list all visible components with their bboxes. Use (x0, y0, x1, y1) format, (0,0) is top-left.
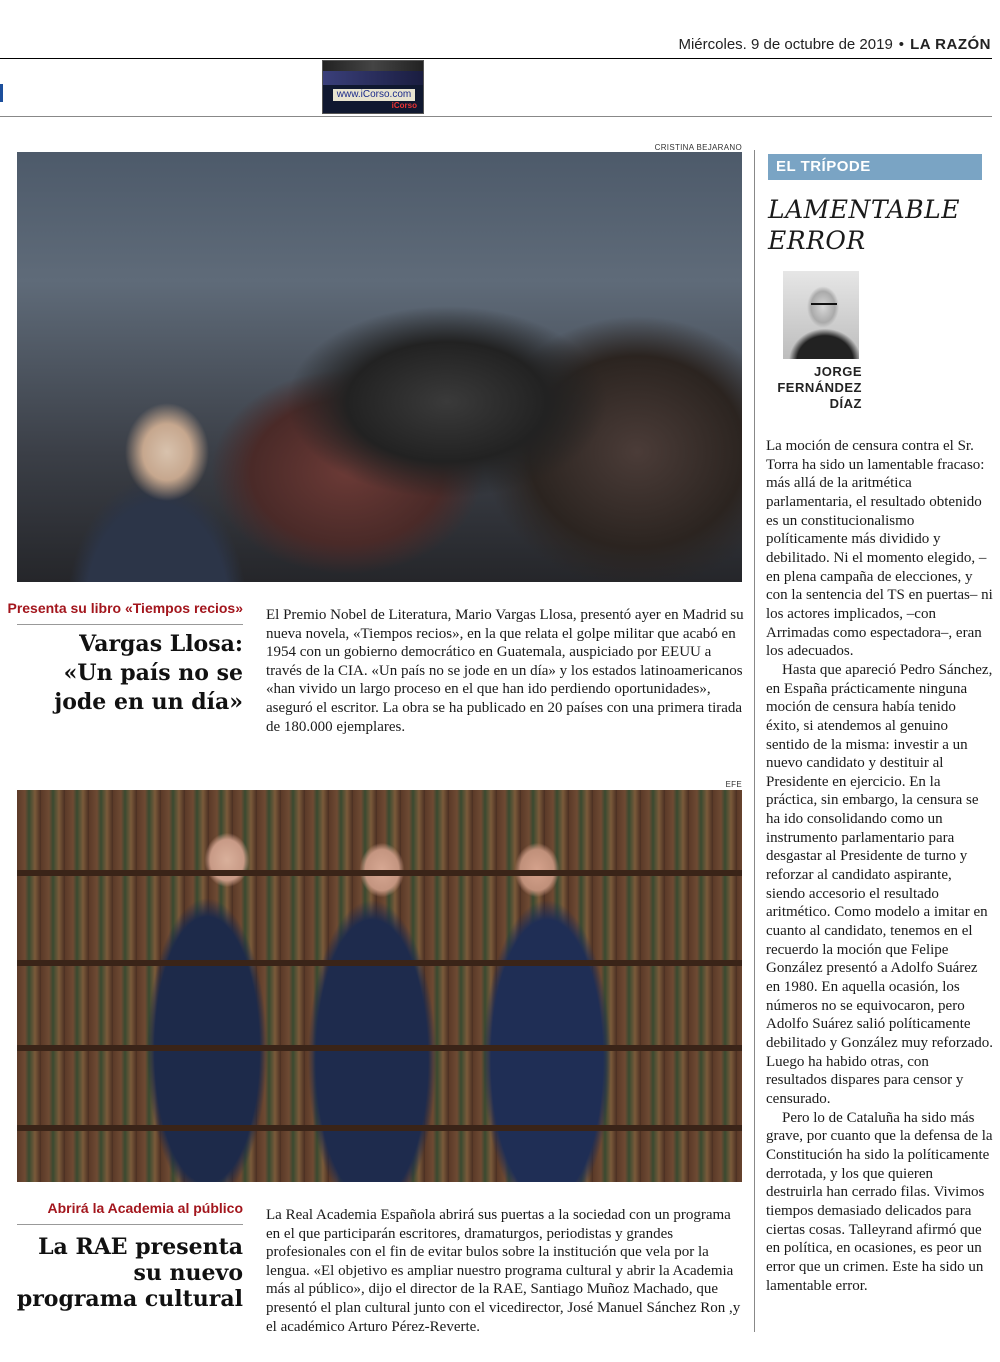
newspaper-name: LA RAZÓN (910, 36, 991, 53)
column-body (766, 437, 993, 1295)
article-photo-vargas-llosa (17, 152, 742, 582)
title-line: ERROR (768, 226, 866, 255)
headline-line: La RAE presenta (38, 1234, 243, 1260)
ad-strip (323, 61, 423, 71)
ad-url[interactable]: www.iCorso.com (333, 89, 415, 101)
author-name (770, 364, 862, 412)
author-name-line: FERNÁNDEZ (777, 380, 862, 395)
kicker-rule (17, 1224, 243, 1225)
article-kicker: Abrirá la Academia al público (47, 1200, 243, 1216)
column-title (768, 194, 988, 256)
article-photo-rae (17, 790, 742, 1182)
ad-logo: iCorso (391, 101, 417, 110)
glasses-shape (811, 303, 837, 309)
headline-line: jode en un día» (54, 689, 243, 715)
section-tag (768, 154, 982, 180)
kicker-rule (17, 624, 243, 625)
article-headline (17, 630, 243, 717)
author-photo (783, 271, 859, 359)
article-body: La Real Academia Española abrirá sus puertas a la sociedad con un programa en el que participarán escritores, dramaturgos, periodistas y grandes profesionales con el fin de evitar bulos sobre la institución que vela por la lengua. «El objetivo es ampliar nuestro programa cultural y abrir la Academia más al público», dijo el director de la RAE, Santiago Muñoz Machado, que presentó el plan cultural junto con el vicedirector, José Manuel Sánchez Ron ,y el académico Arturo Pérez-Reverte. (266, 1207, 741, 1335)
photo-credit: CRISTINA BEJARANO (654, 143, 742, 152)
header-rule-bottom (0, 116, 992, 117)
headline-line: programa cultural (16, 1286, 243, 1312)
header-separator: • (898, 36, 905, 53)
bookshelf-board (17, 1045, 742, 1051)
bookshelf-board (17, 960, 742, 966)
article-body: El Premio Nobel de Literatura, Mario Vargas Llosa, presentó ayer en Madrid su nueva novela, «Tiempos recios», en la que relata el golpe militar que acabó en 1954 con un gobierno democrático en Guatemala, auspiciado por EEUU a través de la CIA. «Un país no se jode en un día» y los estados latinoamericanos «han vivido un largo proceso en el que han ido perdiendo oportunidades», aseguró el escritor. La obra se ha publicado en 20 países con una primera tirada de 180.000 ejemplares. (266, 607, 744, 735)
author-name-line: JORGE (813, 364, 862, 379)
headline-line: «Un país no se (63, 660, 243, 686)
header-rule (0, 58, 992, 59)
column-divider (754, 150, 755, 1332)
advertisement-banner[interactable] (322, 60, 424, 114)
column-paragraph: Hasta que apareció Pedro Sánchez, en España prácticamente ninguna moción de censura había tenido éxito, si atendemos al genuino sentido de la misma: investir a un nuevo candidato y destituir al Presidente en ejercicio. En la práctica, sin embargo, la censura se ha ido consolidando como un instrumento parlamentario para desgastar al Presidente de turno y reforzar al candidato aspirante, siendo accesorio el resultado aritmético. Como modelo a imitar en cuanto al candidato, tenemos en el recuerdo la moción que Felipe González presentó a Adolfo Suárez en 1980. En aquella ocasión, los números no se equivocaron, pero Adolfo Suárez salió políticamente debilitado y González muy reforzado. Luego ha habido otras, con resultados dispares para censor y censurado. (766, 661, 993, 1107)
title-line: LAMENTABLE (768, 195, 960, 224)
article-kicker: Presenta su libro «Tiempos recios» (7, 600, 243, 616)
issue-date: Miércoles. 9 de octubre de 2019 (678, 36, 893, 53)
left-margin-mark (0, 84, 3, 102)
column-paragraph: La moción de censura contra el Sr. Torra ha sido un lamentable fracaso: más allá de la aritmética parlamentaria, el resultado obtenido es un constitucionalismo políticamente más dividido y debilitado. Ni el momento elegido, –en plena campaña de elecciones, y con la sentencia del TS en puertas– ni los actores implicados, –con Arrimadas como espectadora–, eran los adecuados. (766, 438, 993, 660)
article-headline (12, 1234, 243, 1312)
bookshelf-board (17, 870, 742, 876)
section-label: EL TRÍPODE (776, 158, 871, 175)
ad-strip (323, 71, 423, 85)
column-paragraph: Pero lo de Cataluña ha sido más grave, por cuanto que la defensa de la Constitución ha sido la políticamente derrotada, y los que quieren destruirla han cerrado filas. Vivimos tiempos demasiado delicados para ciertas cosas. Talleyrand afirmó que en política, en ocasiones, es peor un error que un crimen. Este ha sido un lamentable error. (766, 1109, 993, 1294)
photo-credit: EFE (725, 780, 742, 789)
page-header (678, 36, 991, 53)
author-name-line: DÍAZ (829, 396, 862, 411)
headline-line: Vargas Llosa: (79, 631, 243, 657)
headline-line: su nuevo (133, 1260, 243, 1286)
bookshelf-board (17, 1125, 742, 1131)
